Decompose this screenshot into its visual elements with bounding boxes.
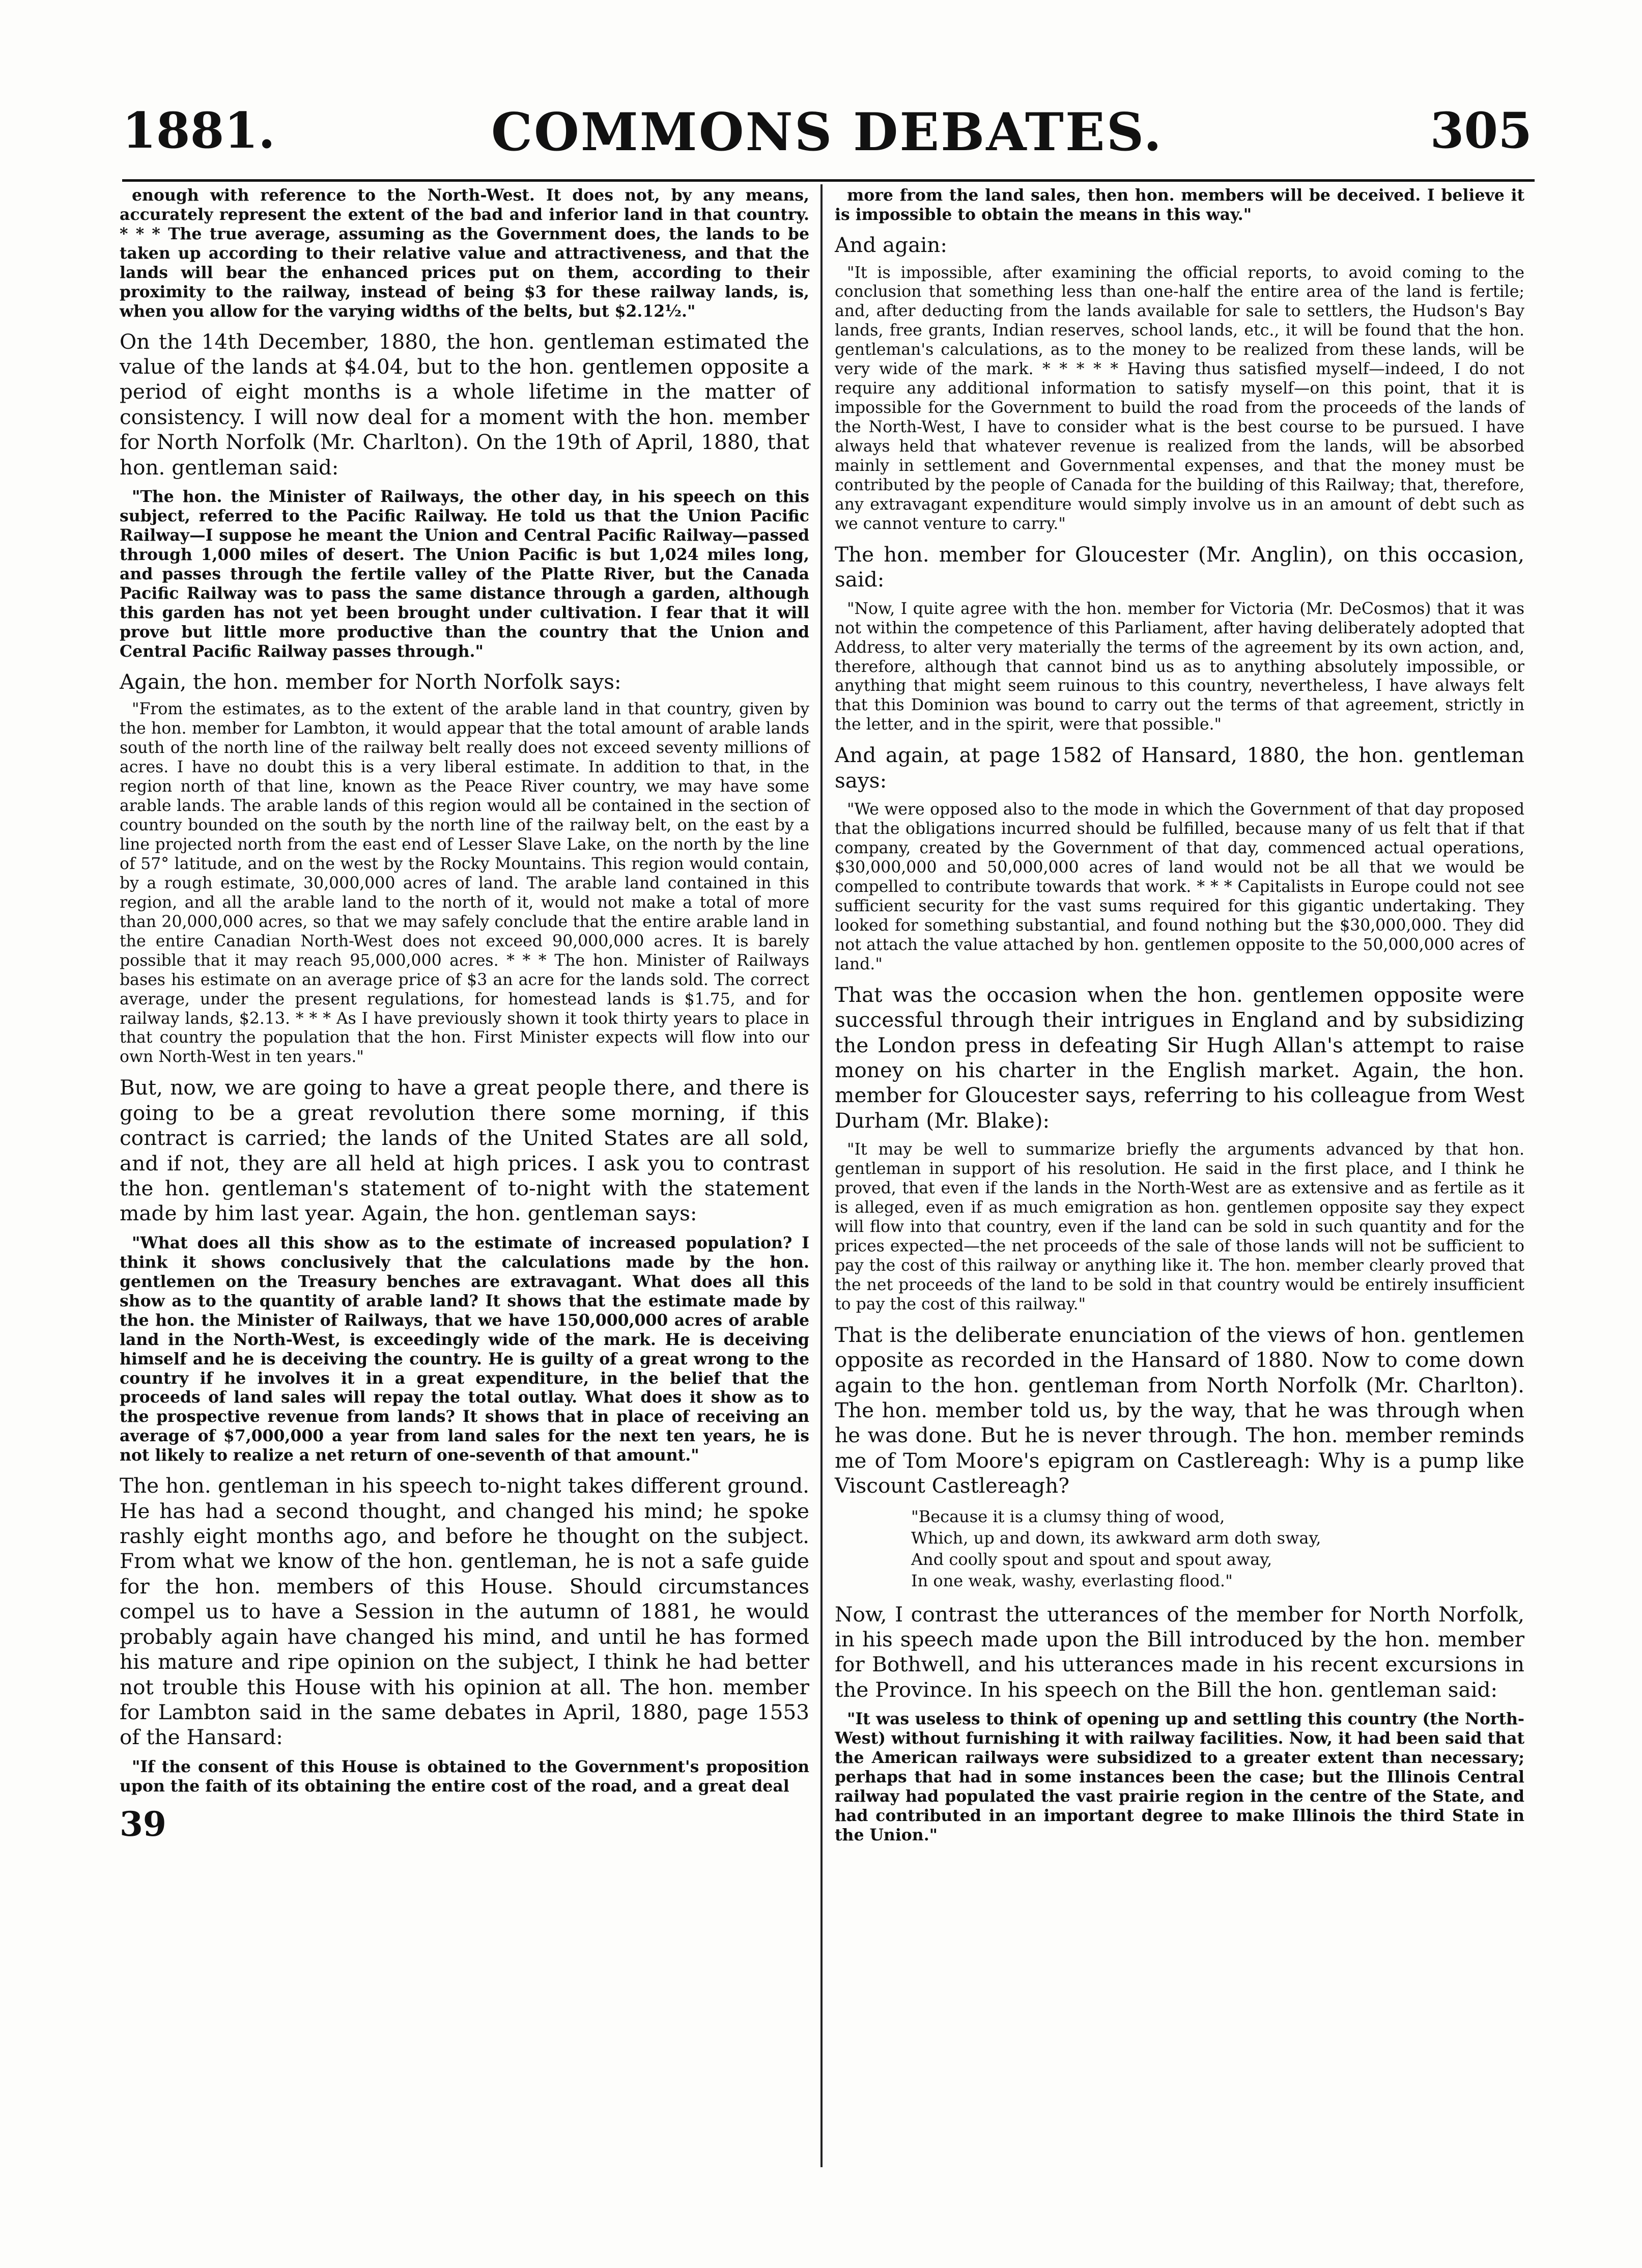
right-column xyxy=(835,186,1524,1853)
quote-block: "If the consent of this House is obtained to the Government's proposition upon the faith of its obtaining the entire cost of the road, and a great deal xyxy=(120,1757,809,1796)
paragraph: On the 14th December, 1880, the hon. gentleman estimated the value of the lands at $4.04, but to the hon. gentlemen opposite a period of eight months is a whole lifetime in the matter of consistency. I will now deal for a moment with the hon. member for North Norfolk (Mr. Charlton). On the 19th of April, 1880, that hon. gentleman said: xyxy=(120,329,809,480)
quote-block: more from the land sales, then hon. members will be deceived. I believe it is impossible to obtain the means in this way." xyxy=(835,186,1524,224)
paragraph: That was the occasion when the hon. gentlemen opposite were successful through their intrigues in England and by subsidizing the London press in defeating Sir Hugh Allan's attempt to raise money on his charter in the English market. Again, the hon. member for Gloucester says, referring to his colleague from West Durham (Mr. Blake): xyxy=(835,982,1524,1133)
header-title: COMMONS DEBATES. xyxy=(491,102,1164,163)
page-header xyxy=(122,102,1532,173)
quote-block: "It is impossible, after examining the official reports, to avoid coming to the conclusion that something less than one-half the entire area of the land is fertile; and, after deducting from the lands available for sale to settlers, the Hudson's Bay lands, free grants, Indian reserves, school lands, etc., it will be found that the hon. gentleman's calculations, as to the money to be realized from these lands, will be very wide of the mark. * * * * * Having thus satisfied myself—indeed, I do not require any additional information to satisfy myself—on this point, that it is impossible for the Government to build the road from the proceeds of the lands of the North-West, I have to consider what is the best course to be pursued. I have always held that whatever revenue is realized from the lands, will be absorbed mainly in settlement and Governmental expenses, and that the money must be contributed by the people of Canada for the building of this Railway; that, therefore, any extravagant expenditure would simply involve us in an amount of debt such as we cannot venture to carry." xyxy=(835,263,1524,533)
paragraph: The hon. member for Gloucester (Mr. Anglin), on this occasion, said: xyxy=(835,542,1524,592)
quote-block: "It was useless to think of opening up and settling this country (the North-West) without furnishing it with railway facilities. Now, it had been said that the American railways were subsidized to a greater extent than necessary; perhaps that had in some instances been the case; but the Illinois Central railway had populated the vast prairie region in the centre of the State, and had contributed in an important degree to make Illinois the third State in the Union." xyxy=(835,1710,1524,1844)
quote-block: "We were opposed also to the mode in which the Government of that day proposed that the obligations incurred should be fulfilled, because many of us felt that if that company, created by the Government of that day, commenced actual operations, $30,000,000 and 50,000,000 acres of land would not be all that we would be compelled to contribute towards that work. * * * Capitalists in Europe could not see sufficient security for the vast sums required for this gigantic undertaking. They looked for something substantial, and found nothing but the $30,000,000. They did not attach the value attached by hon. gentlemen opposite to the 50,000,000 acres of land." xyxy=(835,800,1524,973)
header-year: 1881. xyxy=(122,102,275,159)
paragraph: And again: xyxy=(835,232,948,257)
poem-line: Which, up and down, its awkward arm doth sway, xyxy=(911,1528,1321,1548)
quote-block: enough with reference to the North-West. It does not, by any means, accurately represent the extent of the bad and inferior land in that country. * * * The true average, assuming as the Government does, the lands to be taken up according to their relative value and attractiveness, and that the lands will bear the enhanced prices put on them, according to their proximity to the railway, instead of being $3 for these railway lands, is, when you allow for the varying widths of the belts, but $2.12½." xyxy=(120,186,809,321)
poem-line: And coolly spout and spout and spout away, xyxy=(911,1550,1272,1570)
poem-line: In one weak, washy, everlasting flood." xyxy=(911,1571,1233,1591)
quote-block: "From the estimates, as to the extent of the arable land in that country, given by the hon. member for Lambton, it would appear that the total amount of arable lands south of the north line of the railway belt really does not exceed seventy millions of acres. I have no doubt this is a very liberal estimate. In addition to that, in the region north of that line, known as the Peace River country, we may have some arable lands. The arable lands of this region would all be contained in the section of country bounded on the south by the north line of the railway belt, on the east by a line projected north from the east end of Lesser Slave Lake, on the north by the line of 57° latitude, and on the west by the Rocky Mountains. This region would contain, by a rough estimate, 30,000,000 acres of land. The arable land contained in this region, and all the arable land to the north of it, would not make a total of more than 20,000,000 acres, so that we may safely conclude that the entire arable land in the entire Canadian North-West does not exceed 90,000,000 acres. It is barely possible that it may reach 95,000,000 acres. * * * The hon. Minister of Railways bases his estimate on an average price of $3 an acre for the lands sold. The correct average, under the present regulations, for homestead lands is $1.75, and for railway lands, $2.13. * * * As I have previously shown it took thirty years to place in that country the population that the hon. First Minister expects will flow into our own North-West in ten years." xyxy=(120,700,809,1067)
paragraph: Now, I contrast the utterances of the member for North Norfolk, in his speech made upon the Bill introduced by the hon. member for Bothwell, and his utterances made in his recent excursions in the Province. In his speech on the Bill the hon. gentleman said: xyxy=(835,1602,1524,1702)
paragraph: The hon. gentleman in his speech to-night takes different ground. He has had a second thought, and changed his mind; he spoke rashly eight months ago, and before he thought on the subject. From what we know of the hon. gentleman, he is not a safe guide for the hon. members of this House. Should circumstances compel us to have a Session in the autumn of 1881, he would probably again have changed his mind, and until he has formed his mature and ripe opinion on the subject, I think he had better not trouble this House with his opinion at all. The hon. member for Lambton said in the same debates in April, 1880, page 1553 of the Hansard: xyxy=(120,1473,809,1750)
header-rule xyxy=(122,179,1535,182)
left-column xyxy=(120,186,809,1844)
quote-block: "Now, I quite agree with the hon. member for Victoria (Mr. DeCosmos) that it was not within the competence of this Parliament, after having deliberately adopted that Address, to alter very materially the terms of the agreement by its own action, and, therefore, although that cannot bind us as to anything absolutely impossible, or anything that might seem ruinous to this country, nevertheless, I have always felt that this Dominion was bound to carry out the terms of that agreement, strictly in the letter, and in the spirit, were that possible." xyxy=(835,599,1524,734)
paragraph: That is the deliberate enunciation of the views of hon. gentlemen opposite as recorded in the Hansard of 1880. Now to come down again to the hon. gentleman from North Norfolk (Mr. Charlton). The hon. member told us, by the way, that he was through when he was done. But he is never through. The hon. member reminds me of Tom Moore's epigram on Castlereagh: Why is a pump like Viscount Castlereagh? xyxy=(835,1322,1524,1498)
poem-quote xyxy=(911,1506,1524,1592)
quote-block: "The hon. the Minister of Railways, the other day, in his speech on this subject, referred to the Pacific Railway. He told us that the Union Pacific Railway—I suppose he meant the Union and Central Pacific Railway—passed through 1,000 miles of desert. The Union Pacific is but 1,024 miles long, and passes through the fertile valley of the Platte River, but the Canada Pacific Railway was to pass the same distance through a garden, although this garden has not yet been brought under cultivation. I fear that it will prove but little more productive than the country that the Union and Central Pacific Railway passes through." xyxy=(120,487,809,661)
quote-block: "What does all this show as to the estimate of increased population? I think it shows conclusively that the calculations made by the hon. gentlemen on the Treasury benches are extravagant. What does all this show as to the quantity of arable land? It shows that the estimate made by the hon. the Minister of Railways, that we have 150,000,000 acres of arable land in the North-West, is exceedingly wide of the mark. He is deceiving himself and he is deceiving the country. He is guilty of a great wrong to the country if he involves it in a great expenditure, in the belief that the proceeds of land sales will repay the total outlay. What does it show as to the prospective revenue from lands? It shows that in place of receiving an average of $7,000,000 a year from land sales for the next ten years, he is not likely to realize a net return of one-seventh of that amount." xyxy=(120,1233,809,1465)
paragraph: And again, at page 1582 of Hansard, 1880, the hon. gentleman says: xyxy=(835,743,1524,793)
paragraph: Again, the hon. member for North Norfolk says: xyxy=(120,669,621,694)
header-page-number: 305 xyxy=(1430,102,1532,159)
column-divider xyxy=(820,184,823,2167)
paragraph: But, now, we are going to have a great people there, and there is going to be a great revolution there some morning, if this contract is carried; the lands of the United States are all sold, and if not, they are all held at high prices. I ask you to contrast the hon. gentleman's statement of to-night with the statement made by him last year. Again, the hon. gentleman says: xyxy=(120,1075,809,1226)
signature-mark: 39 xyxy=(120,1804,166,1844)
quote-block: "It may be well to summarize briefly the arguments advanced by that hon. gentleman in support of his resolution. He said in the first place, and I think he proved, that even if the lands in the North-West are as extensive and as fertile as it is alleged, even if as much emigration as hon. gentlemen opposite say they expect will flow into that country, even if the land can be sold in such quantity and for the prices expected—the net proceeds of the sale of those lands will not be sufficient to pay the cost of this railway or anything like it. The hon. member clearly proved that the net proceeds of the land to be sold in that country would be entirely insufficient to pay the cost of this railway." xyxy=(835,1140,1524,1313)
poem-line: "Because it is a clumsy thing of wood, xyxy=(911,1506,1225,1526)
